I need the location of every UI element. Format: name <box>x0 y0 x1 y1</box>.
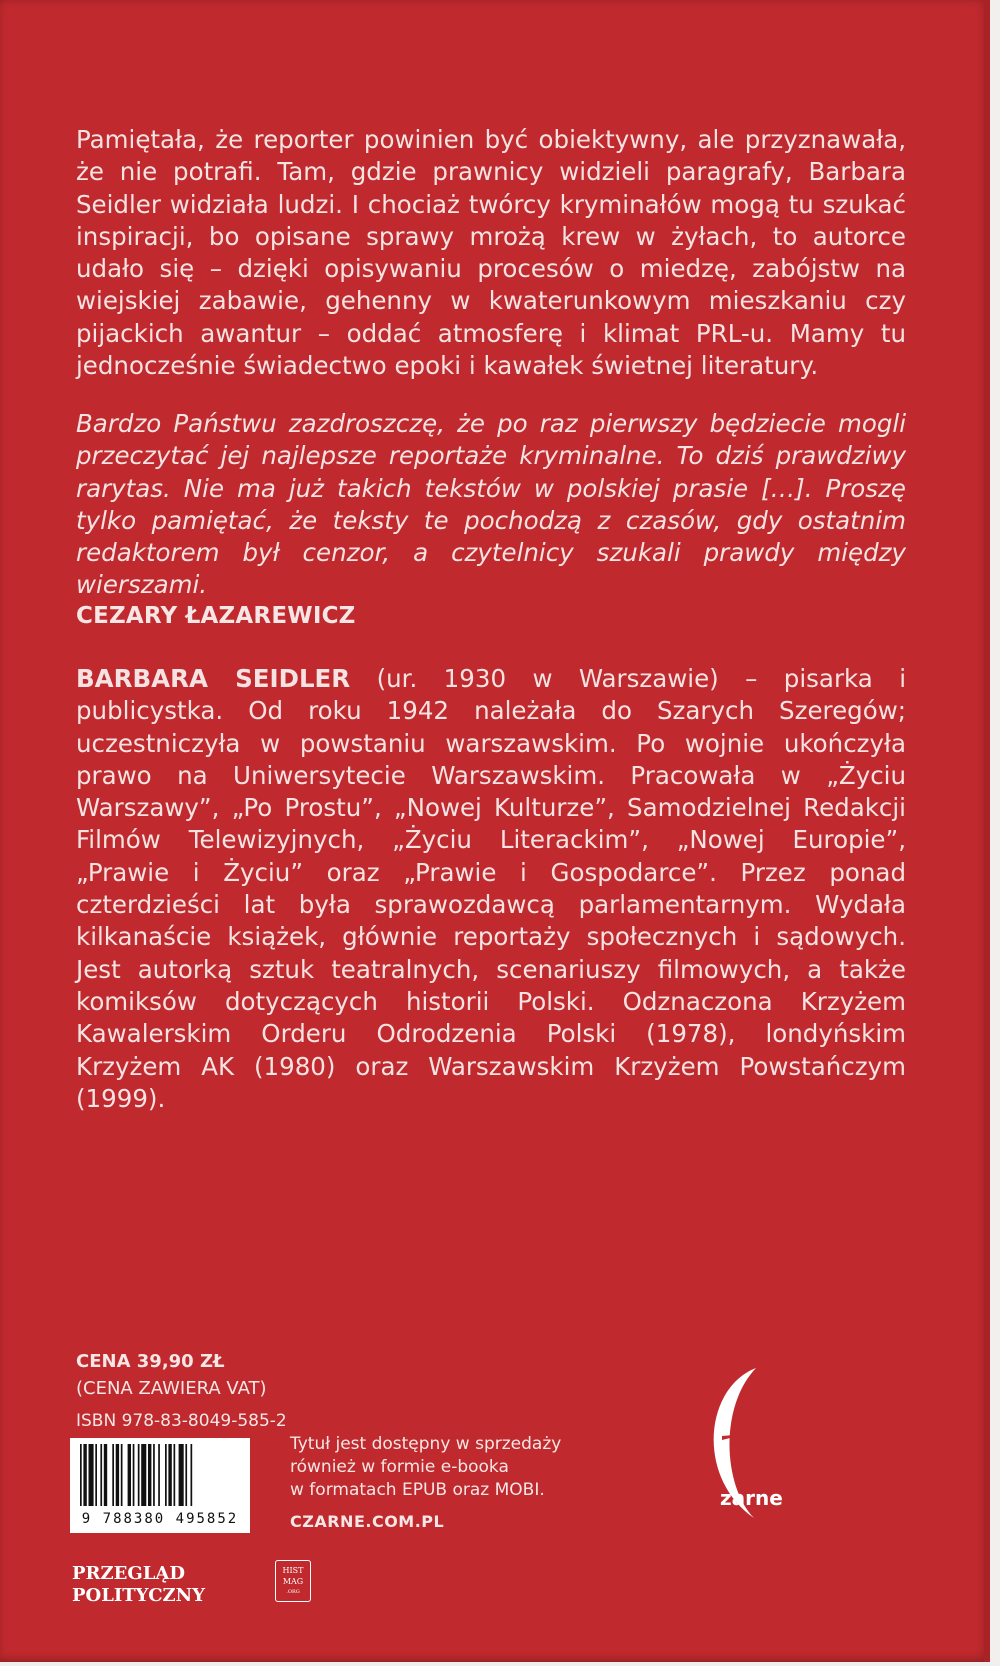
barcode-bars-icon <box>70 1438 250 1510</box>
isbn-label: ISBN 978-83-8049-585-2 <box>76 1411 287 1431</box>
histmag-line-3: .ORG <box>286 1589 300 1595</box>
ebook-line-1: Tytuł jest dostępny w sprzedaży <box>290 1434 562 1454</box>
ebook-line-3: w formatach EPUB oraz MOBI. <box>290 1480 545 1500</box>
histmag-line-1: HIST <box>282 1566 304 1575</box>
price-label: CENA 39,90 ZŁ <box>76 1351 225 1372</box>
vat-note: (CENA ZAWIERA VAT) <box>76 1378 267 1399</box>
barcode-number: 9 788380 495852 <box>81 1511 239 1527</box>
partner-logo-line-1: PRZEGLĄD <box>72 1563 185 1584</box>
price-block <box>76 1348 267 1402</box>
partner-logo-przeglad-polityczny <box>72 1563 205 1607</box>
quote-author: CEZARY ŁAZAREWICZ <box>76 603 356 629</box>
partner-logo-line-2: POLITYCZNY <box>72 1585 205 1606</box>
histmag-line-2: MAG <box>282 1577 304 1586</box>
description-text: Pamiętała, że reporter powinien być obiektywny, ale przyznawała, że nie potrafi. Tam, gdzie prawnicy widzieli paragrafy, Barbara Seidler widziała ludzi. I chociaż twórcy kryminałów mogą tu szukać inspiracji, bo opisane sprawy mrożą krew w żyłach, to autorce udało się – dzięki opisywaniu procesów o miedzę, zabójstw na wiejskiej zabawie, gehenny w kwaterunkowym mieszkaniu czy pijackich awantur – oddać atmosferę i klimat PRL-u. Mamy tu jednocześnie świadectwo epoki i kawałek świetnej literatury. <box>76 125 906 381</box>
author-bio <box>76 663 906 1115</box>
bio-text: (ur. 1930 w Warszawie) – pisarka i publicystka. Od roku 1942 należała do Szarych Szeregów; uczestniczyła w powstaniu warszawskim. Po wojnie ukończyła prawo na Uniwersytecie Warszawskim. Pracowała w „Życiu Warszawy”, „Po Prostu”, „Nowej Kulturze”, Samodzielnej Redakcji Filmów Telewizyjnych, „Życiu Literackim”, „Nowej Europie”, „Prawie i Życiu” oraz „Prawie i Gospodarce”. Przez ponad czterdzieści lat była sprawozdawcą parlamentarnym. Wydała kilkanaście książek, głównie reportaży społecznych i sądowych. Jest autorką sztuk teatralnych, scenariuszy filmowych, a także komiksów dotyczących historii Polski. Odznaczona Krzyżem Kawalerskim Orderu Odrodzenia Polski (1978), londyńskim Krzyżem AK (1980) oraz Warszawskim Krzyżem Powstańczym (1999). <box>76 664 907 1113</box>
bio-name: BARBARA SEIDLER <box>76 664 351 693</box>
ebook-note <box>290 1433 561 1502</box>
quote-paragraph <box>76 408 906 602</box>
partner-logo-histmag <box>275 1560 311 1602</box>
publisher-logo-text: zarne <box>720 1486 783 1510</box>
description-paragraph <box>76 124 906 382</box>
cover-edge <box>984 0 990 1662</box>
ebook-line-2: również w formie e-booka <box>290 1457 509 1477</box>
barcode <box>70 1438 250 1533</box>
quote-text: Bardzo Państwu zazdroszczę, że po raz pierwszy będziecie mogli przeczytać jej najlepsze reportaże kryminalne. To dziś prawdziwy rarytas. Nie ma już takich tekstów w polskiej prasie […]. Proszę tylko pamiętać, że teksty te pochodzą z czasów, gdy ostatnim redaktorem był cenzor, a czytelnicy szukali prawdy między wierszami. <box>76 409 906 600</box>
website-link[interactable]: CZARNE.COM.PL <box>290 1512 445 1531</box>
